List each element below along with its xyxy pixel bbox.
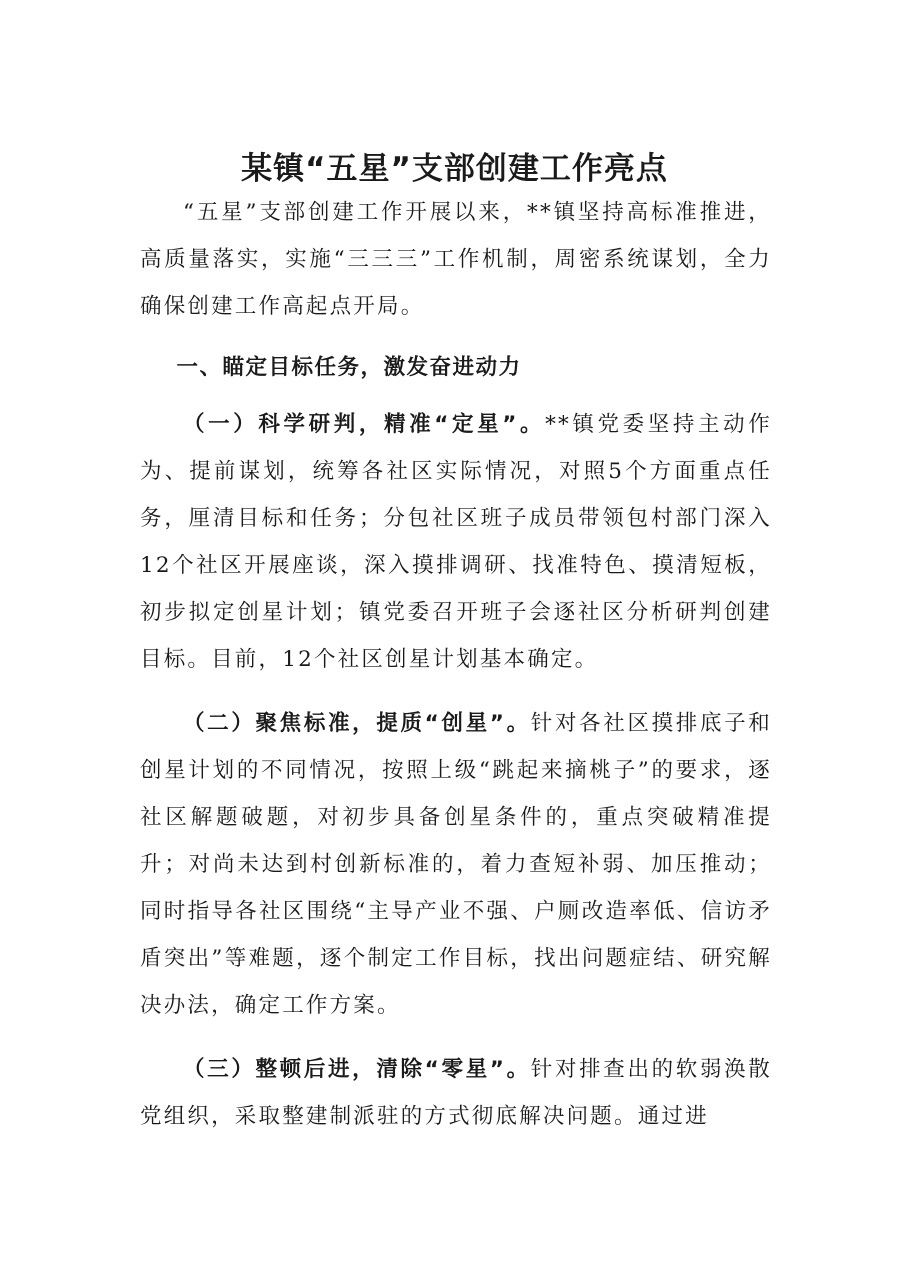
intro-paragraph: “五星”支部创建工作开展以来，**镇坚持高标准推进，高质量落实，实施“三三三”工作机制，周密系统谋划，全力确保创建工作高起点开局。 xyxy=(140,200,772,319)
document-title: 某镇“五星”支部创建工作亮点 xyxy=(241,150,668,187)
subsection-lead-3: （三）整顿后进，清除“零星”。 xyxy=(183,1057,531,1082)
subsection-text-1: **镇党委坚持主动作为、提前谋划，统筹各社区实际情况，对照5个方面重点任务，厘清目标和任务；分包社区班子成员带领包村部门深入12个社区开展座谈，深入摸排调研、找准特色、摸清短板，初步拟定创星计划；镇党委召开班子会逐社区分析研判创建目标。目前，12个社区创星计划基本确定。 xyxy=(140,412,772,672)
subsection-lead-1: （一）科学研判，精准“定星”。 xyxy=(183,412,546,437)
subsection-paragraph-1 xyxy=(140,401,772,683)
subsection-text-2: 针对各社区摸排底子和创星计划的不同情况，按照上级“跳起来摘桃子”的要求，逐社区解题破题，对初步具备创星条件的，重点突破精准提升；对尚未达到村创新标准的，着力查短补弱、加压推动；同时指导各社区围绕“主导产业不强、户厕改造率低、信访矛盾突出”等难题，逐个制定工作目标，找出问题症结、研究解决办法，确定工作方案。 xyxy=(140,711,772,1018)
subsection-paragraph-2 xyxy=(140,700,772,1029)
subsection-lead-2: （二）聚焦标准，提质“创星”。 xyxy=(183,711,531,736)
subsection-paragraph-3 xyxy=(140,1046,772,1140)
section-heading: 一、瞄定目标任务，激发奋进动力 xyxy=(176,355,522,380)
subsection-text-3: 针对排查出的软弱涣散党组织，采取整建制派驻的方式彻底解决问题。通过进 xyxy=(140,1057,772,1129)
